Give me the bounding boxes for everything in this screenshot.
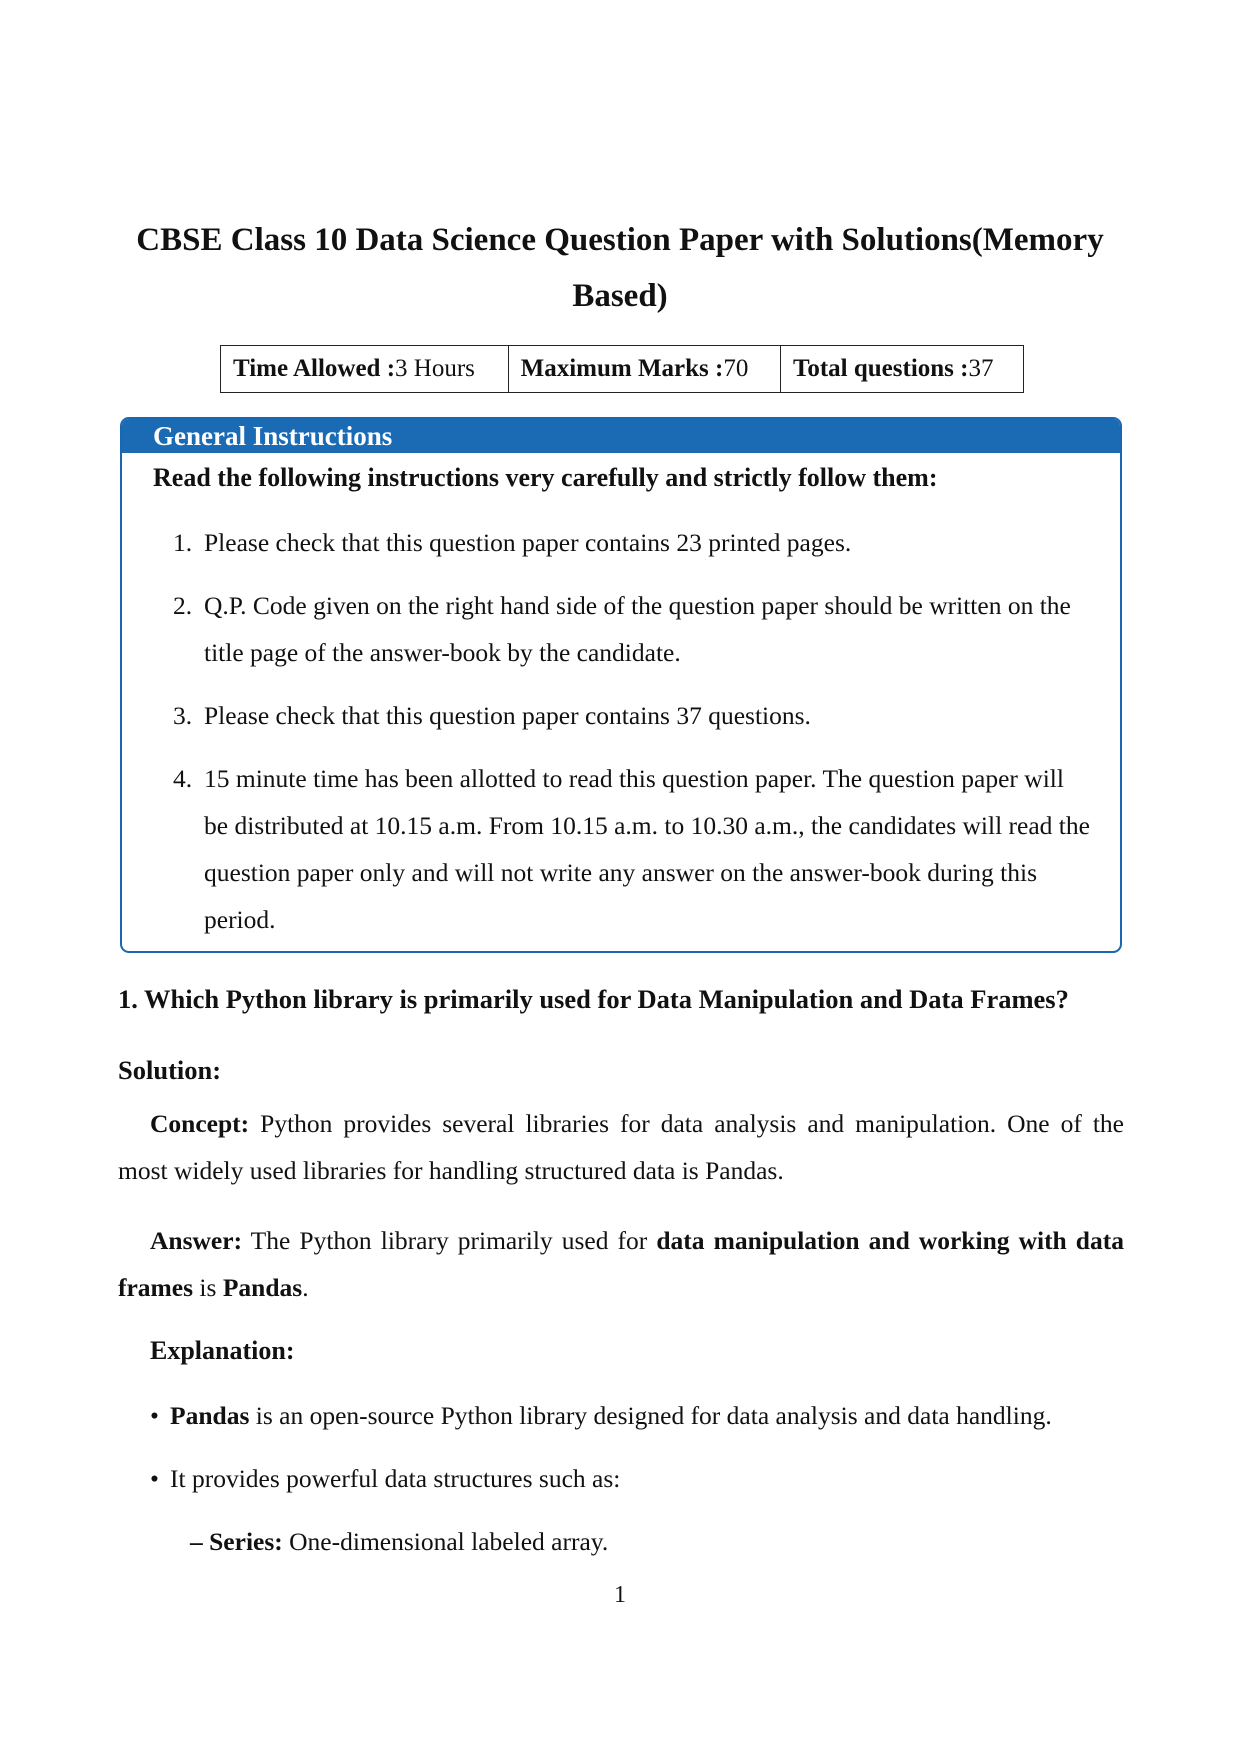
- instructions-list: [153, 519, 1093, 953]
- explanation-label: Explanation:: [150, 1336, 295, 1365]
- list-item: 1. Please check that this question paper contains 23 printed pages.: [173, 528, 852, 557]
- exam-info-table: [220, 345, 1024, 393]
- list-item: 3. Please check that this question paper contains 37 questions.: [173, 701, 811, 730]
- answer-paragraph: Answer: The Python library primarily used for data manipulation and working with data frames is Pandas.: [118, 1226, 1124, 1302]
- list-item: 4. 15 minute time has been allotted to read this question paper. The question paper will be distributed at 10.15 a.m. From 10.15 a.m. to 10.30 a.m., the candidates will read the question paper only and will not write any answer on the answer-book during this period.: [173, 764, 1090, 934]
- question-1: 1. Which Python library is primarily used for Data Manipulation and Data Frames?: [118, 984, 1069, 1014]
- maximum-marks-cell: Maximum Marks :70: [508, 346, 780, 393]
- time-allowed-cell: Time Allowed :3 Hours: [221, 346, 509, 393]
- instructions-header: General Instructions: [122, 419, 1120, 453]
- general-instructions-box: [120, 417, 1122, 953]
- list-item: • Pandas is an open-source Python library designed for data analysis and data handling.: [150, 1401, 1052, 1430]
- page-title: CBSE Class 10 Data Science Question Paper with Solutions(Memory Based): [136, 222, 1104, 314]
- solution-label: Solution:: [118, 1055, 222, 1085]
- list-item: • It provides powerful data structures such as:: [150, 1464, 621, 1493]
- total-questions-cell: Total questions :37: [780, 346, 1023, 393]
- instructions-lead: Read the following instructions very carefully and strictly follow them:: [153, 463, 938, 492]
- page-number: 1: [614, 1582, 626, 1608]
- series-subitem: – Series: One-dimensional labeled array.: [190, 1527, 609, 1556]
- list-item: 2. Q.P. Code given on the right hand side of the question paper should be written on the title page of the answer-book by the candidate.: [173, 591, 1071, 667]
- concept-paragraph: Concept: Python provides several libraries for data analysis and manipulation. One of the most widely used libraries for handling structured data is Pandas.: [118, 1109, 1124, 1185]
- explanation-bullets: [150, 1392, 1052, 1518]
